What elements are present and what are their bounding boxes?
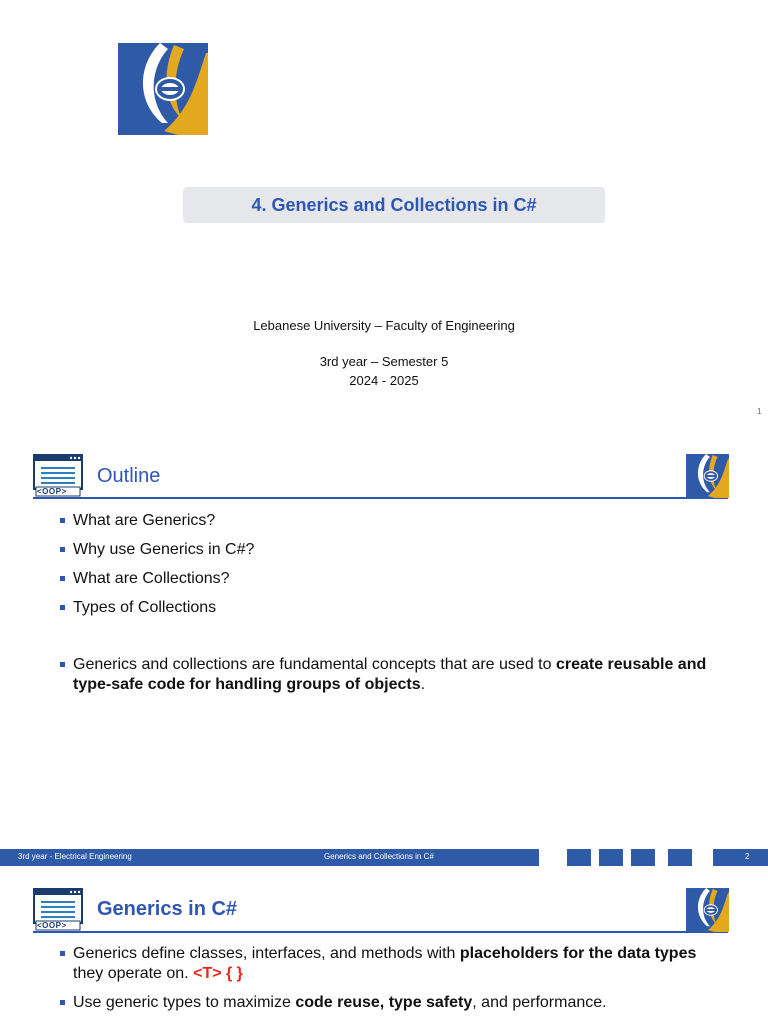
outline-item: What are Collections? [60,569,720,589]
footer-block [668,849,692,866]
summary-end: . [420,676,426,693]
bullet-text: , and performance. [472,994,607,1011]
summary-list [60,655,740,695]
footer-course: 3rd year - Electrical Engineering [18,852,132,861]
generic-syntax: <T> { } [193,965,243,982]
bullet-emphasis: placeholders for the data types [459,945,697,962]
bullet-text: Generics define classes, interfaces, and methods with [73,945,460,962]
footer-topic: Generics and Collections in C# [324,852,434,861]
university-name: Lebanese University – Faculty of Engineering [253,318,515,333]
bullet-emphasis: code reuse, type safety [295,994,473,1011]
generics-heading: Generics in C# [97,898,238,920]
outline-list [60,511,720,618]
footer-block [599,849,623,866]
university-logo-small [686,888,729,932]
generics-list [60,944,710,1013]
bullet-text: Use generic types to maximize [73,994,296,1011]
oop-label: <OOP> [37,921,67,930]
outline-heading: Outline [97,465,161,487]
summary-item [60,655,740,695]
header-rule [33,497,728,499]
summary-emphasis: create reusable and type-safe code for handling groups of objects [73,656,707,693]
bullet-text: they operate on. [73,965,194,982]
year-semester: 3rd year – Semester 5 [319,354,449,369]
slide-title: 4. Generics and Collections in C# [251,194,537,215]
outline-item: Types of Collections [60,598,720,618]
outline-item: What are Generics? [60,511,720,531]
university-logo [118,43,208,135]
page-number: 2 [745,852,750,861]
outline-item: Why use Generics in C#? [60,540,720,560]
slide-title-box [183,187,605,223]
summary-text: Generics and collections are fundamental concepts that are used to [73,656,556,673]
slide-2 [0,440,768,870]
page-number: 1 [757,407,762,416]
academic-year: 2024 - 2025 [349,373,419,388]
footer-page-block [713,849,768,866]
footer-bar [0,849,539,866]
oop-label: <OOP> [37,487,67,496]
footer-block [567,849,591,866]
university-logo-small [686,454,729,498]
header-rule [33,931,728,933]
slide-1 [0,0,768,425]
generics-item [60,993,710,1013]
slide-3 [0,874,768,1024]
footer-block [631,849,655,866]
generics-item [60,944,710,984]
